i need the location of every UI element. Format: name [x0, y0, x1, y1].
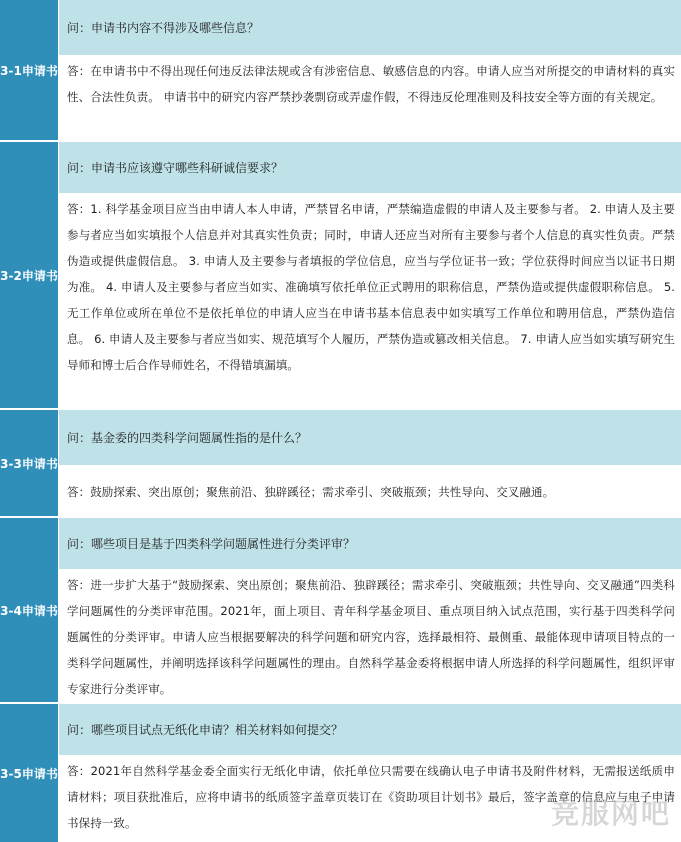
question-text: 问：申请书应该遵守哪些科研诚信要求？	[59, 142, 681, 194]
faq-row-3-4	[0, 518, 681, 702]
answer-text: 答：鼓励探索、突出原创；聚焦前沿、独辟蹊径；需求牵引、突破瓶颈；共性导向、交叉融通。	[59, 466, 681, 516]
row-label: 3-2申请书	[0, 142, 59, 408]
watermark: 竞服网吧	[550, 797, 671, 830]
row-label: 3-1申请书	[0, 0, 59, 140]
question-text: 问：基金委的四类科学问题属性指的是什么？	[59, 410, 681, 466]
question-text: 问：哪些项目是基于四类科学问题属性进行分类评审？	[59, 518, 681, 570]
row-label: 3-3申请书	[0, 410, 59, 516]
answer-text: 答：2021年自然科学基金委全面实行无纸化申请，依托单位只需要在线确认电子申请书及附件材料，无需报送纸质申请材料；项目获批准后，应将申请书的纸质签字盖章页装订在《资助项目计划书》最后，签字盖章的信息应与电子申请书保持一致。	[59, 756, 681, 842]
answer-text: 答：1. 科学基金项目应当由申请人本人申请，严禁冒名申请，严禁编造虚假的申请人及主要参与者。 2. 申请人及主要参与者应当如实填报个人信息并对其真实性负责；同时，申请人还应当对所有主要参与者个人信息的真实性负责。严禁伪造或提供虚假信息。 3. 申请人及主要参与者填报的学位信息，应当与学位证书一致；学位获得时间应当以证书日期为准。 4. 申请人及主要参与者应当如实、准确填写依托单位正式聘用的职称信息，严禁伪造或提供虚假职称信息。 5. 无工作单位或所在单位不是依托单位的申请人应当在申请书基本信息表中如实填写工作单位和聘用信息，严禁伪造信息。 6. 申请人及主要参与者应当如实、规范填写个人履历，严禁伪造或篡改相关信息。 7. 申请人应当如实填写研究生导师和博士后合作导师姓名，不得错填漏填。	[59, 194, 681, 408]
row-label: 3-5申请书	[0, 704, 59, 842]
question-text: 问：哪些项目试点无纸化申请？相关材料如何提交？	[59, 704, 681, 756]
faq-row-3-1	[0, 0, 681, 140]
faq-row-3-3	[0, 410, 681, 516]
answer-text: 答：进一步扩大基于“鼓励探索、突出原创；聚焦前沿、独辟蹊径；需求牵引、突破瓶颈；共性导向、交叉融通”四类科学问题属性的分类评审范围。2021年，面上项目、青年科学基金项目、重点项目纳入试点范围，实行基于四类科学问题属性的分类评审。申请人应当根据要解决的科学问题和研究内容，选择最相符、最侧重、最能体现申请项目特点的一类科学问题属性，并阐明选择该科学问题属性的理由。自然科学基金委将根据申请人所选择的科学问题属性，组织评审专家进行分类评审。	[59, 570, 681, 702]
row-label: 3-4申请书	[0, 518, 59, 702]
answer-text: 答：在申请书中不得出现任何违反法律法规或含有涉密信息、敏感信息的内容。申请人应当对所提交的申请材料的真实性、合法性负责。 申请书中的研究内容严禁抄袭剽窃或弄虚作假，不得违反伦理准则及科技安全等方面的有关规定。	[59, 56, 681, 140]
faq-row-3-2	[0, 142, 681, 408]
question-text: 问：申请书内容不得涉及哪些信息？	[59, 0, 681, 56]
